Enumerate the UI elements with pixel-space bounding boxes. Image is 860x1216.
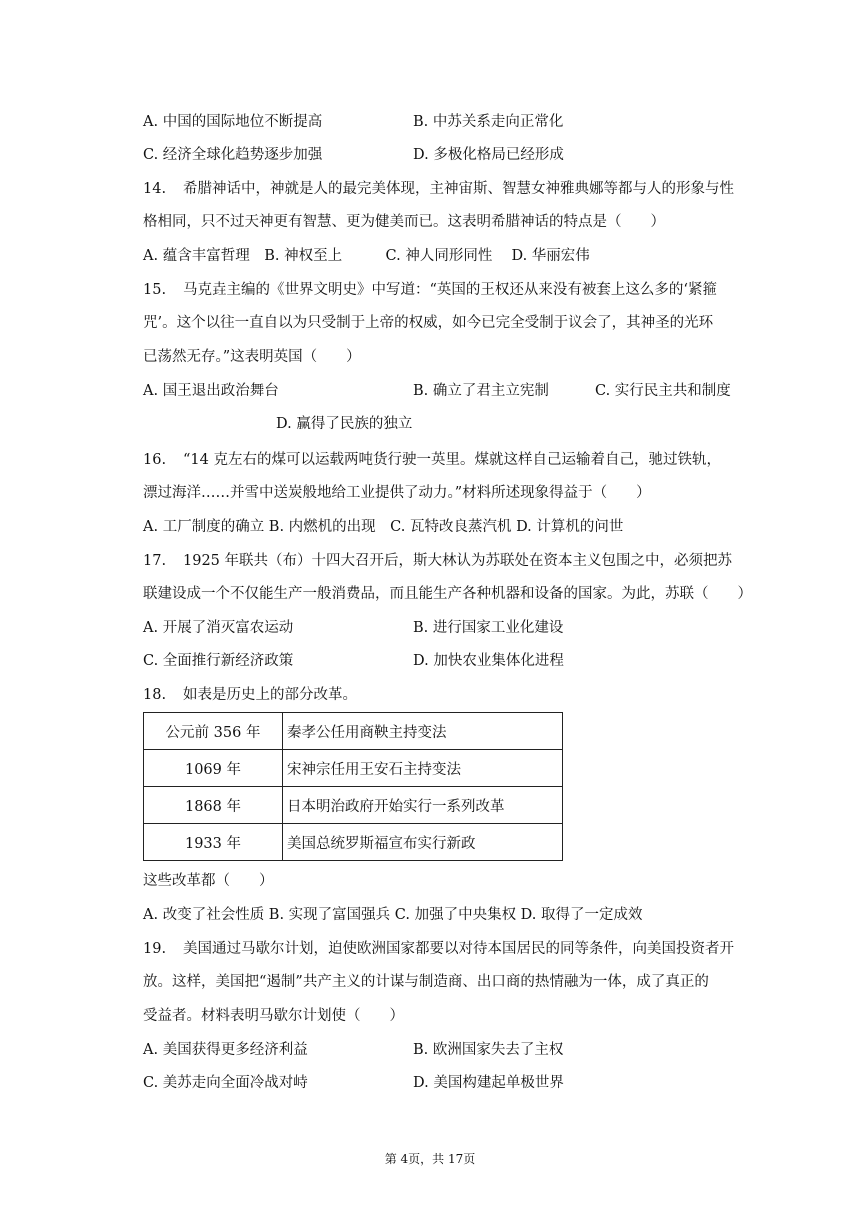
q15-number: 15.: [143, 282, 167, 298]
table-cell-year: 公元前 356 年: [144, 713, 283, 750]
q17-option-d: D. 加快农业集体化进程: [413, 653, 564, 669]
q18-number: 18.: [143, 687, 167, 703]
q15-stem-line1: [143, 280, 717, 300]
page-footer: 第 4页，共 17页: [384, 1152, 476, 1166]
q15-options-row1: [143, 381, 783, 401]
q19-stem-line2: 放。这样，美国把“遏制”共产主义的计谋与制造商、出口商的热情融为一体，成了真正的: [143, 974, 709, 990]
q17-text-1: 1925 年联共（布）十四大召开后，斯大林认为苏联处在资本主义包围之中，必须把苏: [183, 553, 733, 569]
table-cell-year: 1069 年: [144, 750, 283, 787]
q16-text-1: “14 克左右的煤可以运载两吨货行驶一英里。煤就这样自己运输着自己，驰过铁轨，: [183, 452, 721, 468]
q17-option-b: B. 进行国家工业化建设: [413, 620, 564, 636]
table-row: [144, 713, 563, 750]
q15-option-a: A. 国王退出政治舞台: [143, 383, 279, 399]
q13-option-d: D. 多极化格局已经形成: [413, 147, 564, 163]
q15-option-c: C. 实行民主共和制度: [595, 383, 731, 399]
q16-options: A. 工厂制度的确立 B. 内燃机的出现 C. 瓦特改良蒸汽机 D. 计算机的问世: [143, 519, 624, 535]
q15-stem-line2: 咒’。这个以往一直自以为只受制于上帝的权威，如今已完全受制于议会了，其神圣的光环: [143, 315, 714, 331]
reform-table: [143, 712, 563, 861]
table-cell-year: 1933 年: [144, 824, 283, 861]
q14-stem-line2: 格相同，只不过天神更有智慧、更为健美而已。这表明希腊神话的特点是（ ）: [143, 214, 665, 230]
q18-options: A. 改变了社会性质 B. 实现了富国强兵 C. 加强了中央集权 D. 取得了一定成效: [143, 907, 643, 923]
q17-stem-line1: [143, 551, 732, 571]
q19-stem-line3: 受益者。材料表明马歇尔计划使（ ）: [143, 1008, 404, 1024]
q13-options-row2: [143, 145, 783, 165]
q15-option-b: B. 确立了君主立宪制: [413, 383, 549, 399]
table-cell-event: 宋神宗任用王安石主持变法: [283, 750, 563, 787]
q19-option-b: B. 欧洲国家失去了主权: [413, 1042, 564, 1058]
q13-option-c: C. 经济全球化趋势逐步加强: [143, 147, 323, 163]
q19-stem-line1: [143, 939, 734, 959]
q14-number: 14.: [143, 181, 167, 197]
table-row: [144, 787, 563, 824]
q13-options-row1: [143, 112, 783, 132]
q19-option-d: D. 美国构建起单极世界: [413, 1075, 564, 1091]
q19-option-c: C. 美苏走向全面冷战对峙: [143, 1075, 308, 1091]
q15-stem-line3: 已荡然无存。”这表明英国（ ）: [143, 349, 361, 365]
q19-text-1: 美国通过马歇尔计划，迫使欧洲国家都要以对待本国居民的同等条件，向美国投资者开: [183, 941, 734, 957]
q15-text-1: 马克垚主编的《世界文明史》中写道：“英国的王权还从来没有被套上这么多的‘紧箍: [183, 282, 718, 298]
q18-stem: 这些改革都（ ）: [143, 873, 274, 889]
q13-option-a: A. 中国的国际地位不断提高: [143, 114, 323, 130]
table-row: [144, 824, 563, 861]
table-cell-event: 秦孝公任用商鞅主持变法: [283, 713, 563, 750]
q17-option-c: C. 全面推行新经济政策: [143, 653, 294, 669]
q16-stem-line2: 漂过海洋……并雪中送炭般地给工业提供了动力。”材料所述现象得益于（ ）: [143, 485, 651, 501]
q19-number: 19.: [143, 941, 167, 957]
q19-options-row1: [143, 1040, 783, 1060]
q19-option-a: A. 美国获得更多经济利益: [143, 1042, 308, 1058]
q14-options: A. 蕴含丰富哲理 B. 神权至上 C. 神人同形同性 D. 华丽宏伟: [143, 248, 590, 264]
q17-options-row1: [143, 618, 783, 638]
q17-option-a: A. 开展了消灭富农运动: [143, 620, 294, 636]
table-cell-event: 美国总统罗斯福宣布实行新政: [283, 824, 563, 861]
q17-number: 17.: [143, 553, 167, 569]
table-cell-year: 1868 年: [144, 787, 283, 824]
q14-text-1: 希腊神话中，神就是人的最完美体现，主神宙斯、智慧女神雅典娜等都与人的形象与性: [183, 181, 734, 197]
table-cell-event: 日本明治政府开始实行一系列改革: [283, 787, 563, 824]
q14-stem-line1: [143, 179, 734, 199]
q13-option-b: B. 中苏关系走向正常化: [413, 114, 564, 130]
q15-option-d: D. 赢得了民族的独立: [276, 416, 413, 432]
q16-number: 16.: [143, 452, 167, 468]
q17-options-row2: [143, 651, 783, 671]
q18-intro: 如表是历史上的部分改革。: [183, 687, 357, 703]
q17-stem-line2: 联建设成一个不仅能生产一般消费品，而且能生产各种机器和设备的国家。为此，苏联（ ）: [143, 586, 752, 602]
q19-options-row2: [143, 1073, 783, 1093]
q18-intro-line: [143, 685, 357, 705]
q16-stem-line1: [143, 450, 721, 470]
table-row: [144, 750, 563, 787]
